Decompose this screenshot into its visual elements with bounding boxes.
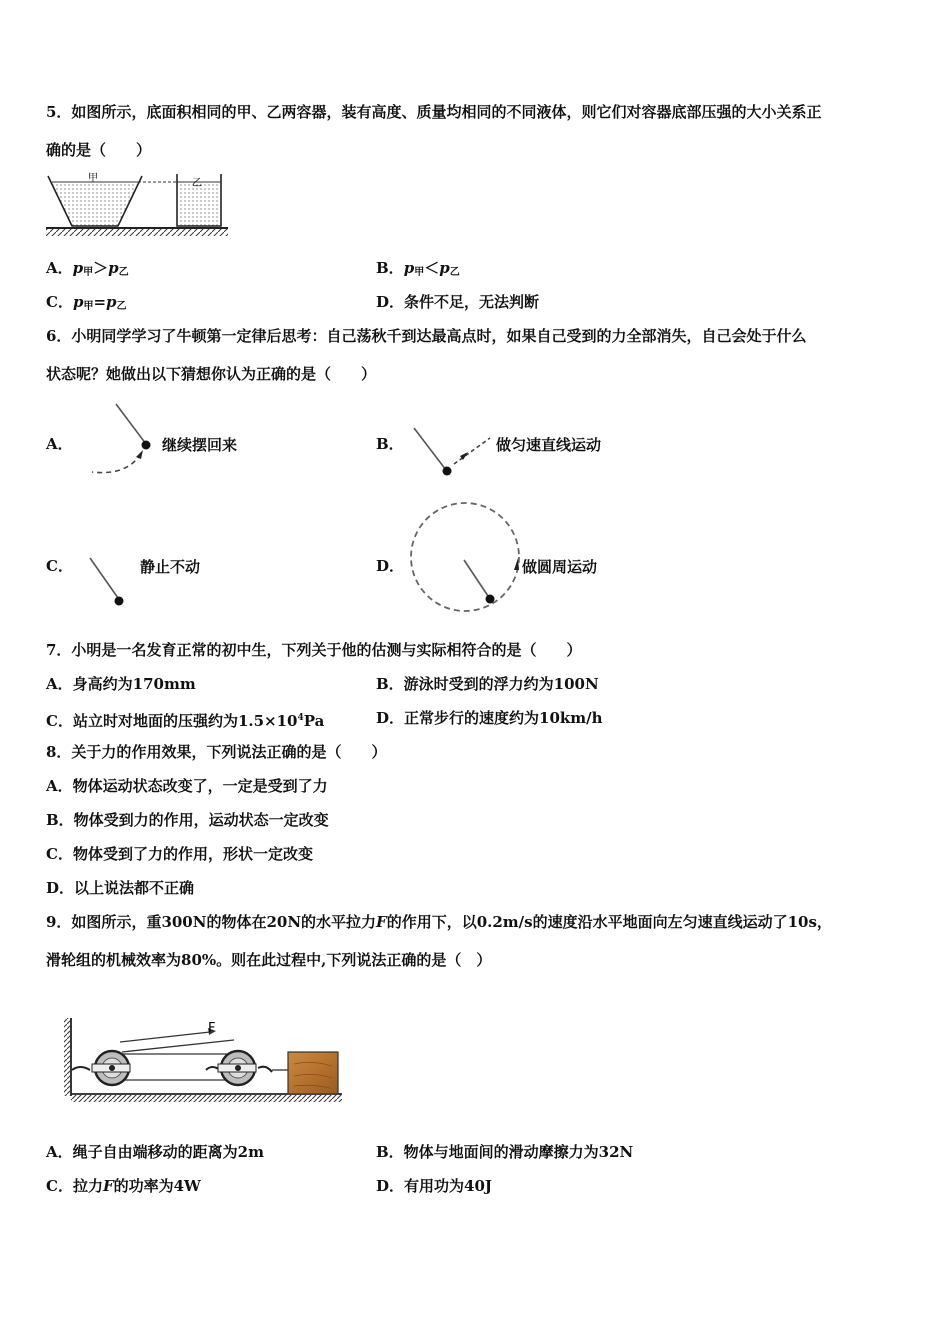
q9-option-d[interactable]: D．有用功为40J: [376, 1177, 492, 1195]
q6-option-d-text: 做圆周运动: [522, 558, 598, 576]
q7-option-c-unit: Pa: [303, 712, 325, 730]
q9-stem-line2: 滑轮组的机械效率为80%。则在此过程中,下列说法正确的是（ ）: [46, 951, 492, 969]
q5-option-a-relation: ＞: [93, 259, 109, 277]
q5-option-a-symbol2: p: [108, 259, 119, 277]
q8-option-c[interactable]: C．物体受到了力的作用，形状一定改变: [46, 845, 313, 863]
q6-option-b-label[interactable]: B．: [376, 435, 404, 453]
q5-option-c-sub1: 甲: [83, 301, 94, 312]
q9-stem-line1: [46, 912, 832, 932]
q7-stem: 7．小明是一名发育正常的初中生，下列关于他的估测与实际相符合的是（ ）: [46, 641, 582, 659]
q5-option-b[interactable]: [376, 258, 460, 283]
q6-option-c-text: 静止不动: [140, 558, 201, 576]
q9-option-c[interactable]: [46, 1176, 201, 1196]
q5-option-c-sub2: 乙: [116, 301, 127, 312]
q7-option-d[interactable]: D．正常步行的速度约为10km/h: [376, 709, 603, 727]
q5-stem-line1: 5．如图所示，底面积相同的甲、乙两容器，装有高度、质量均相同的不同液体，则它们对容器底部压强的大小关系正: [46, 103, 822, 121]
q5-option-a-label: A．: [46, 259, 73, 277]
q9-pulley-figure: [62, 1014, 346, 1106]
q5-option-b-relation: ＜: [424, 259, 440, 277]
q5-option-b-sub2: 乙: [449, 267, 460, 278]
q5-option-c-symbol: p: [72, 293, 84, 311]
q5-option-b-symbol: p: [403, 259, 415, 277]
q7-option-c[interactable]: [46, 708, 324, 731]
q6-option-d-figure: [406, 502, 522, 614]
q9-option-b[interactable]: B．物体与地面间的滑动摩擦力为32N: [376, 1143, 634, 1161]
q6-option-b-figure: [410, 426, 494, 482]
q5-stem-line2: 确的是（ ）: [46, 141, 152, 159]
q9-option-c-post: 的功率为4W: [113, 1177, 201, 1195]
q9-stem-part2: 的作用下，以0.2m/s的速度沿水平地面向左匀速直线运动了10s，: [386, 913, 832, 931]
q5-option-c-label: C．: [46, 293, 73, 311]
q6-option-a-label[interactable]: A．: [46, 435, 73, 453]
q5-option-c-relation: =: [93, 293, 107, 311]
q7-option-c-exponent: 4: [297, 713, 304, 723]
q7-option-b[interactable]: B．游泳时受到的浮力约为100N: [376, 675, 599, 693]
q9-stem-part1: 9．如图所示，重300N的物体在20N的水平拉力: [46, 913, 377, 931]
q6-option-c-label[interactable]: C．: [46, 557, 73, 575]
q9-option-c-pre: C．拉力: [46, 1177, 103, 1195]
q5-option-b-sub1: 甲: [414, 267, 425, 278]
q5-option-a-sub1: 甲: [83, 267, 94, 278]
q7-option-a[interactable]: A．身高约为170mm: [46, 675, 196, 693]
q6-option-a-text: 继续摆回来: [162, 436, 238, 454]
q7-option-c-pre: C．站立时对地面的压强约为1.5×10: [46, 712, 298, 730]
q5-option-a-symbol: p: [72, 259, 84, 277]
q5-fig-label-jia: 甲: [88, 173, 98, 184]
q8-option-a[interactable]: A．物体运动状态改变了，一定是受到了力: [46, 777, 328, 795]
q8-option-b[interactable]: B．物体受到力的作用，运动状态一定改变: [46, 811, 329, 829]
q6-stem-line2: 状态呢？她做出以下猜想你认为正确的是（ ）: [46, 365, 377, 383]
q5-fig-label-yi: 乙: [192, 178, 202, 189]
q9-fig-force-label: F: [208, 1021, 216, 1036]
q5-option-b-symbol2: p: [439, 259, 450, 277]
q5-option-c[interactable]: [46, 292, 127, 317]
q8-stem: 8．关于力的作用效果，下列说法正确的是（ ）: [46, 743, 387, 761]
q6-option-b-text: 做匀速直线运动: [496, 436, 602, 454]
q6-option-a-figure: [86, 402, 166, 480]
q5-option-c-symbol2: p: [106, 293, 117, 311]
q9-option-a[interactable]: A．绳子自由端移动的距离为2m: [46, 1143, 264, 1161]
q6-stem-line1: 6．小明同学学习了牛顿第一定律后思考：自己荡秋千到达最高点时，如果自己受到的力全部消失，自己会处于什么: [46, 327, 807, 345]
q5-option-d[interactable]: D．条件不足，无法判断: [376, 293, 540, 311]
q6-option-c-figure: [86, 556, 130, 612]
q6-option-d-label[interactable]: D．: [376, 557, 405, 575]
q5-option-a[interactable]: [46, 258, 129, 283]
q5-option-b-label: B．: [376, 259, 404, 277]
q9-option-c-force: F: [102, 1177, 114, 1195]
q5-option-a-sub2: 乙: [118, 267, 129, 278]
q8-option-d[interactable]: D．以上说法都不正确: [46, 879, 195, 897]
q9-stem-force: F: [376, 913, 387, 931]
q5-containers-figure: [44, 172, 230, 238]
